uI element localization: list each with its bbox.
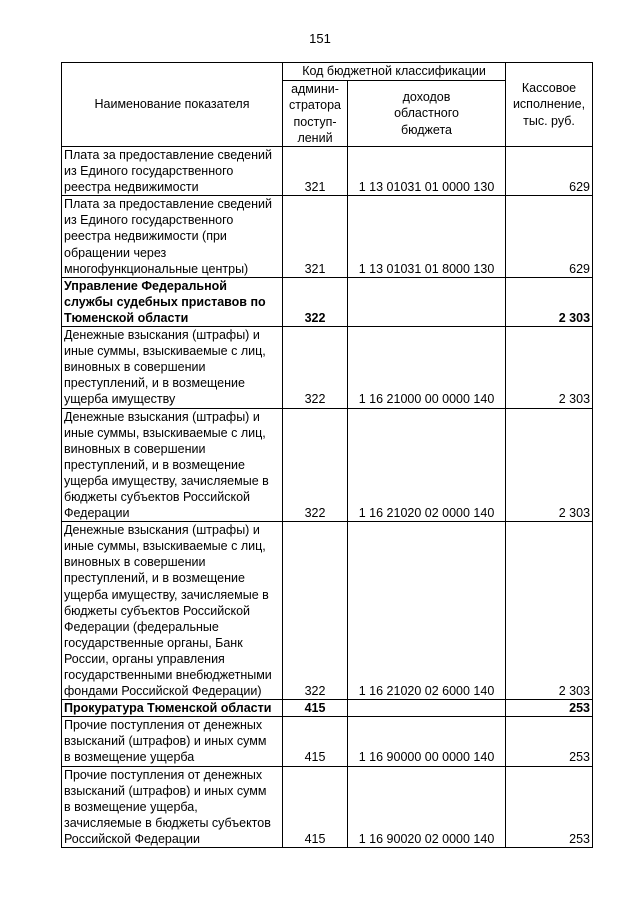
- page-number: 151: [309, 31, 331, 46]
- row-code-text: 1 13 01031 01 8000 130: [358, 261, 495, 276]
- header-amount: [506, 63, 593, 147]
- row-name-text: Прокуратура Тюменской области: [64, 701, 272, 716]
- row-amount: [506, 522, 593, 700]
- row-amount-text: 629: [569, 261, 591, 276]
- row-code-text: 1 16 90000 00 0000 140: [358, 750, 495, 765]
- row-name: [62, 408, 283, 522]
- row-amount-text: 2 303: [558, 392, 591, 407]
- row-amount: [506, 327, 593, 408]
- row-code-text: 1 16 21020 02 6000 140: [358, 684, 495, 699]
- row-amount: [506, 147, 593, 196]
- row-amount-text: 629: [569, 180, 591, 195]
- row-name-text: Плата за предоставление сведений из Единого государственного реестра недвижимости (при обращении через многофункциональные центры): [64, 197, 273, 276]
- row-admin: [283, 522, 348, 700]
- row-admin: [283, 700, 348, 717]
- row-name: [62, 196, 283, 277]
- table-row: [62, 408, 593, 522]
- row-amount: [506, 196, 593, 277]
- header-amount-text: Кассовое исполнение, тыс. руб.: [512, 81, 586, 128]
- row-admin: [283, 277, 348, 326]
- row-amount-text: 253: [569, 750, 591, 765]
- row-amount: [506, 766, 593, 847]
- row-admin-text: 321: [304, 261, 326, 276]
- row-name: [62, 700, 283, 717]
- row-name-text: Денежные взыскания (штрафы) и иные суммы, взыскиваемые с лиц, виновных в совершении преступлений, и в возмещение ущерба имуществу, зачисляемые в бюджеты субъектов Российской Федерации (федеральные государственные органы, Банк России, органы управления государственными внебюджетными фондами Российской Федерации): [64, 523, 272, 699]
- row-admin-text: 415: [304, 750, 326, 765]
- row-admin: [283, 408, 348, 522]
- row-amount-text: 2 303: [558, 506, 591, 521]
- row-admin: [283, 327, 348, 408]
- row-name: [62, 277, 283, 326]
- table-row: [62, 717, 593, 766]
- table-row: [62, 522, 593, 700]
- row-name-text: Денежные взыскания (штрафы) и иные суммы, взыскиваемые с лиц, виновных в совершении преступлений, и в возмещение ущерба имуществу: [64, 328, 266, 407]
- table-row: [62, 766, 593, 847]
- table-row: [62, 147, 593, 196]
- header-name: Наименование показателя: [62, 63, 283, 147]
- row-admin-text: 322: [304, 392, 326, 407]
- row-name-text: Денежные взыскания (штрафы) и иные суммы, взыскиваемые с лиц, виновных в совершении преступлений, и в возмещение ущерба имуществу, зачисляемые в бюджеты субъектов Российской Федерации: [64, 409, 269, 521]
- row-code-text: 1 16 90020 02 0000 140: [358, 831, 495, 846]
- row-amount-text: 253: [569, 831, 591, 846]
- row-amount: [506, 717, 593, 766]
- row-code-text: 1 16 21020 02 0000 140: [358, 506, 495, 521]
- row-code: [348, 277, 506, 326]
- row-admin: [283, 766, 348, 847]
- row-name-text: Прочие поступления от денежных взысканий (штрафов) и иных сумм в возмещение ущерба: [64, 718, 267, 765]
- row-code: [348, 327, 506, 408]
- row-admin-text: 321: [304, 180, 326, 195]
- row-admin-text: 322: [304, 310, 326, 325]
- row-amount: [506, 408, 593, 522]
- table-body: [62, 147, 593, 848]
- row-code: [348, 408, 506, 522]
- row-code-text: 1 13 01031 01 0000 130: [358, 180, 495, 195]
- table-row: [62, 277, 593, 326]
- table-row: [62, 327, 593, 408]
- row-admin: [283, 717, 348, 766]
- row-admin: [283, 147, 348, 196]
- row-name-text: Плата за предоставление сведений из Единого государственного реестра недвижимости: [64, 148, 273, 195]
- row-admin-text: 415: [304, 831, 326, 846]
- row-amount: [506, 700, 593, 717]
- row-name: [62, 717, 283, 766]
- header-admin-text: админи- стратора поступ- лений: [288, 82, 342, 145]
- row-code: [348, 147, 506, 196]
- row-name-text: Управление Федеральной службы судебных приставов по Тюменской области: [64, 278, 266, 325]
- header-code-group: Код бюджетной классификации: [283, 63, 506, 81]
- row-name: [62, 147, 283, 196]
- row-amount: [506, 277, 593, 326]
- row-admin-text: 322: [304, 684, 326, 699]
- row-admin-text: 415: [304, 701, 326, 716]
- row-name-text: Прочие поступления от денежных взысканий (штрафов) и иных сумм в возмещение ущерба, зачисляемые в бюджеты субъектов Российской Федерации: [64, 767, 271, 846]
- row-code: [348, 700, 506, 717]
- row-code: [348, 717, 506, 766]
- row-code: [348, 196, 506, 277]
- row-admin-text: 322: [304, 506, 326, 521]
- row-code: [348, 522, 506, 700]
- row-amount-text: 2 303: [558, 684, 591, 699]
- row-name: [62, 327, 283, 408]
- row-code-text: 1 16 21000 00 0000 140: [358, 392, 495, 407]
- row-code: [348, 766, 506, 847]
- row-admin: [283, 196, 348, 277]
- row-amount-text: 2 303: [558, 310, 591, 325]
- header-admin: [283, 81, 348, 147]
- table-row: [62, 700, 593, 717]
- row-name: [62, 522, 283, 700]
- table-row: [62, 196, 593, 277]
- budget-table: [61, 62, 593, 848]
- header-income: [348, 81, 506, 147]
- row-amount-text: 253: [569, 701, 591, 716]
- header-income-text: доходов областного бюджета: [394, 90, 459, 137]
- row-name: [62, 766, 283, 847]
